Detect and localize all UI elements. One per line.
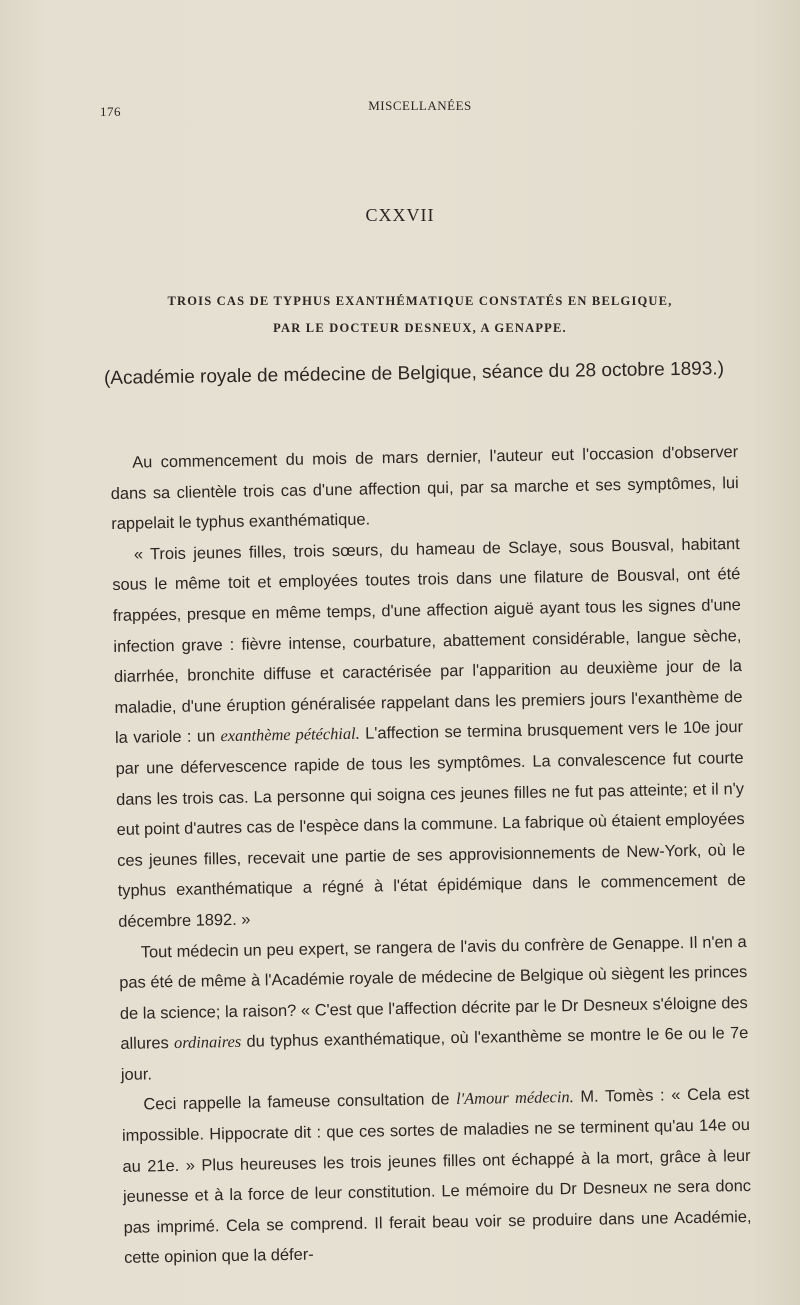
source-citation: (Académie royale de médecine de Belgique, séance du 28 octobre 1893.): [103, 358, 725, 389]
paragraph-4-text-a: Ceci rappelle la fameuse consultation de: [143, 1090, 450, 1114]
page-header: [100, 98, 740, 118]
body-text: [110, 437, 752, 1274]
paragraph-2-text-b: L'affection se termina brusquement vers le 10e jour par une défervescence rapide de tous les symptômes. La convalescence fut courte dans les trois cas. La personne qui soigna ces jeunes filles ne fut pas atteinte; et il n'y eut point d'autres cas de l'espèce dans la commune. La fabrique où étaient employées ces jeunes filles, recevait une partie de ses approvisionnements de New-York, où le typhus exanthématique a régné à l'état épidémique dans le commencement de décembre 1892. »: [115, 718, 746, 931]
paragraph-2-text-a: « Trois jeunes filles, trois sœurs, du hameau de Sclaye, sous Bousval, habitant sous le même toit et employées toutes trois dans une filature de Bousval, ont été frappées, presque en même temps, d'une affection aiguë ayant tous les signes d'une infection grave : fièvre intense, courbature, abattement considérable, langue sèche, diarrhée, bronchite diffuse et caractérisée par l'apparition au deuxième jour de la maladie, d'une éruption généralisée rappelant dans les premiers jours l'exanthème de la variole : un: [112, 534, 743, 748]
page-number: 176: [100, 104, 121, 119]
paragraph-4: [121, 1079, 752, 1273]
paragraph-4-text-b: M. Tomès : « Cela est impossible. Hippocrate dit : que ces sortes de maladies ne se terminent qu'au 14e ou au 21e. » Plus heureuses les trois jeunes filles ont échappé à la mort, grâce à leur jeunesse et à la force de leur constitution. Le mémoire du Dr Desneux ne sera donc pas imprimé. Cela se comprend. Il ferait beau voir se produire dans une Académie, cette opinion que la défer-: [121, 1085, 752, 1268]
title-line-2: PAR LE DOCTEUR DESNEUX, A GENAPPE.: [273, 321, 567, 335]
paragraph-4-emphasis: l'Amour médecin.: [455, 1087, 574, 1109]
paragraph-2: [112, 529, 747, 938]
paragraph-3-text-b: du typhus exanthématique, où l'exanthème se montre le 6e ou le 7e jour.: [120, 1024, 749, 1084]
paragraph-3-text-a: Tout médecin un peu expert, se rangera de l'avis du confrère de Genappe. Il n'en a pas été de même à l'Académie royale de médecine de Belgique où siègent les princes de la science; la raison? « C'est que l'affection décrite par le Dr Desneux s'éloigne des allures: [119, 932, 748, 1054]
title-line-1: TROIS CAS DE TYPHUS EXANTHÉMATIQUE CONSTATÉS EN BELGIQUE,: [167, 294, 673, 308]
chapter-number: CXXVII: [365, 205, 435, 225]
paragraph-3: [119, 926, 750, 1090]
paragraph-1: Au commencement du mois de mars dernier, l'auteur eut l'occasion d'observer dans sa clientèle trois cas d'une affection qui, par sa marche et ses symptômes, lui rappelait le typhus exanthématique.: [110, 443, 739, 534]
paragraph-3-emphasis: ordinaires: [173, 1032, 242, 1053]
paragraph-2-emphasis: exanthème pétéchial.: [220, 724, 360, 746]
running-head: MISCELLANÉES: [368, 98, 472, 113]
article-title: [110, 288, 730, 342]
